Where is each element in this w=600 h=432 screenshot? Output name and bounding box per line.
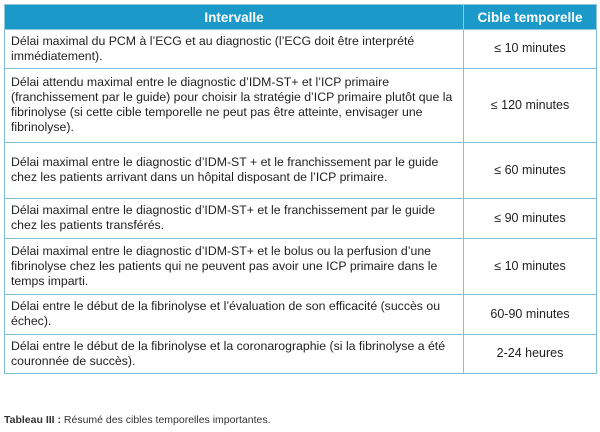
target-cell: ≤ 120 minutes <box>464 69 597 143</box>
table-row <box>5 295 597 335</box>
caption-text: Résumé des cibles temporelles importantes. <box>60 414 271 426</box>
table-body <box>5 30 597 374</box>
table-row <box>5 143 597 199</box>
table-row <box>5 30 597 69</box>
table-row <box>5 199 597 239</box>
target-cell: ≤ 60 minutes <box>464 143 597 199</box>
target-cell: 60-90 minutes <box>464 295 597 335</box>
time-targets-table-container <box>4 4 596 374</box>
interval-cell: Délai entre le début de la fibrinolyse et l’évaluation de son efficacité (succès ou échec). <box>5 295 464 335</box>
caption-label: Tableau III : <box>4 414 61 426</box>
table-row <box>5 335 597 374</box>
header-row <box>5 5 597 30</box>
target-cell: ≤ 90 minutes <box>464 199 597 239</box>
interval-cell: Délai attendu maximal entre le diagnostic d’IDM-ST+ et l’ICP primaire (franchissement par le guide) pour choisir la stratégie d’ICP primaire plutôt que la fibrinolyse (si cette cible temporelle ne peut pas être atteinte, envisager une fibrinolyse). <box>5 69 464 143</box>
interval-cell: Délai maximal entre le diagnostic d’IDM-ST+ et le bolus ou la perfusion d’une fibrinolyse chez les patients qui ne peuvent pas avoir une ICP primaire dans le temps imparti. <box>5 239 464 295</box>
header-interval: Intervalle <box>5 5 464 30</box>
interval-cell: Délai maximal entre le diagnostic d’IDM-ST+ et le franchissement par le guide chez les patients transférés. <box>5 199 464 239</box>
interval-cell: Délai maximal entre le diagnostic d’IDM-ST + et le franchissement par le guide chez les patients arrivant dans un hôpital disposant de l’ICP primaire. <box>5 143 464 199</box>
time-targets-table <box>4 4 597 374</box>
target-cell: ≤ 10 minutes <box>464 239 597 295</box>
header-target: Cible temporelle <box>464 5 597 30</box>
interval-cell: Délai entre le début de la fibrinolyse et la coronarographie (si la fibrinolyse a été couronnée de succès). <box>5 335 464 374</box>
table-header <box>5 5 597 30</box>
target-cell: 2-24 heures <box>464 335 597 374</box>
target-cell: ≤ 10 minutes <box>464 30 597 69</box>
interval-cell: Délai maximal du PCM à l’ECG et au diagnostic (l’ECG doit être interprété immédiatement). <box>5 30 464 69</box>
table-row <box>5 69 597 143</box>
table-caption <box>4 414 271 426</box>
table-row <box>5 239 597 295</box>
